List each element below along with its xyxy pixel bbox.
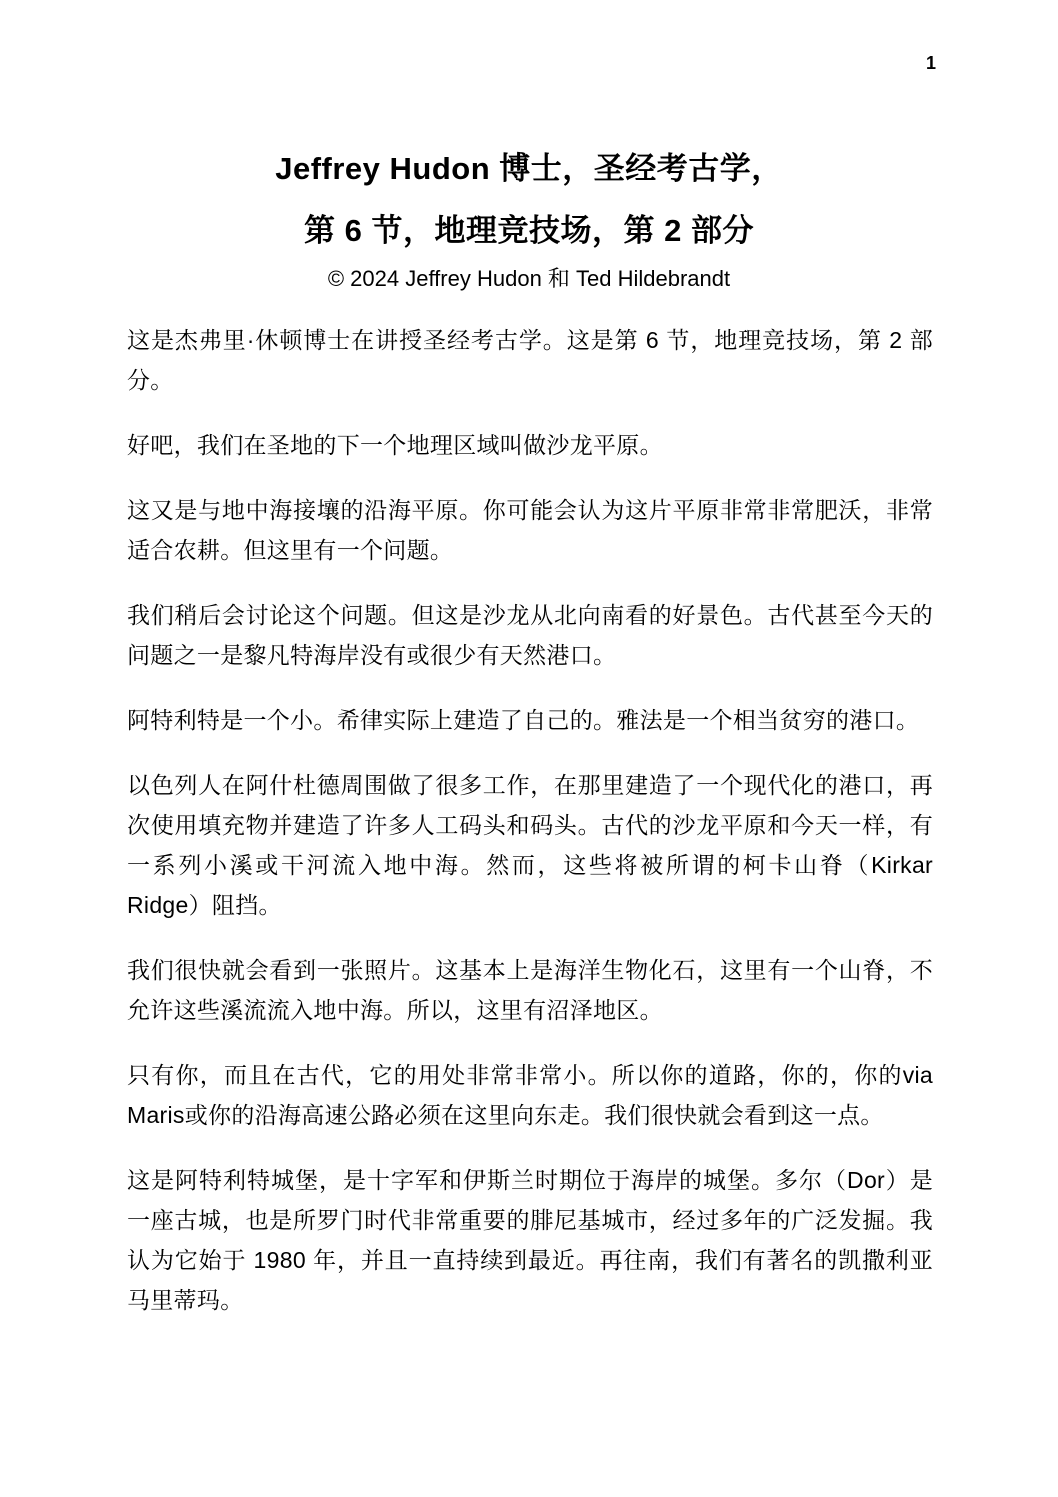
paragraph: 以色列人在阿什杜德周围做了很多工作，在那里建造了一个现代化的港口，再次使用填充物并建造了许多人工码头和码头。古代的沙龙平原和今天一样，有一系列小溪或干河流入地中海。然而，这些将被所谓的柯卡山脊（Kirkar Ridge）阻挡。 <box>127 772 933 918</box>
paragraph: 这又是与地中海接壤的沿海平原。你可能会认为这片平原非常非常肥沃，非常适合农耕。但这里有一个问题。 <box>127 497 933 563</box>
document-header <box>0 138 1058 294</box>
paragraph: 阿特利特是一个小。希律实际上建造了自己的。雅法是一个相当贫穷的港口。 <box>127 707 920 733</box>
copyright-line: © 2024 Jeffrey Hudon 和 Ted Hildebrandt <box>327 266 731 291</box>
document-body <box>127 320 933 1320</box>
page-number: 1 <box>925 53 936 73</box>
paragraph: 我们稍后会讨论这个问题。但这是沙龙从北向南看的好景色。古代甚至今天的问题之一是黎凡特海岸没有或很少有天然港口。 <box>127 602 933 668</box>
paragraph: 好吧，我们在圣地的下一个地理区域叫做沙龙平原。 <box>127 432 663 458</box>
document-title-line-2: 第 6 节，地理竞技场，第 2 部分 <box>304 213 754 248</box>
paragraph: 这是阿特利特城堡，是十字军和伊斯兰时期位于海岸的城堡。多尔（Dor）是一座古城，也是所罗门时代非常重要的腓尼基城市，经过多年的广泛发掘。我认为它始于 1980 年，并且一直持续到最近。再往南，我们有著名的凯撒利亚马里蒂玛。 <box>127 1167 933 1313</box>
paragraph: 这是杰弗里·休顿博士在讲授圣经考古学。这是第 6 节，地理竞技场，第 2 部分。 <box>127 327 933 393</box>
document-title-line-1: Jeffrey Hudon 博士，圣经考古学， <box>275 151 783 186</box>
paragraph: 只有你，而且在古代，它的用处非常非常小。所以你的道路，你的，你的via Maris或你的沿海高速公路必须在这里向东走。我们很快就会看到这一点。 <box>127 1062 933 1128</box>
paragraph: 我们很快就会看到一张照片。这基本上是海洋生物化石，这里有一个山脊，不允许这些溪流流入地中海。所以，这里有沼泽地区。 <box>127 957 933 1023</box>
